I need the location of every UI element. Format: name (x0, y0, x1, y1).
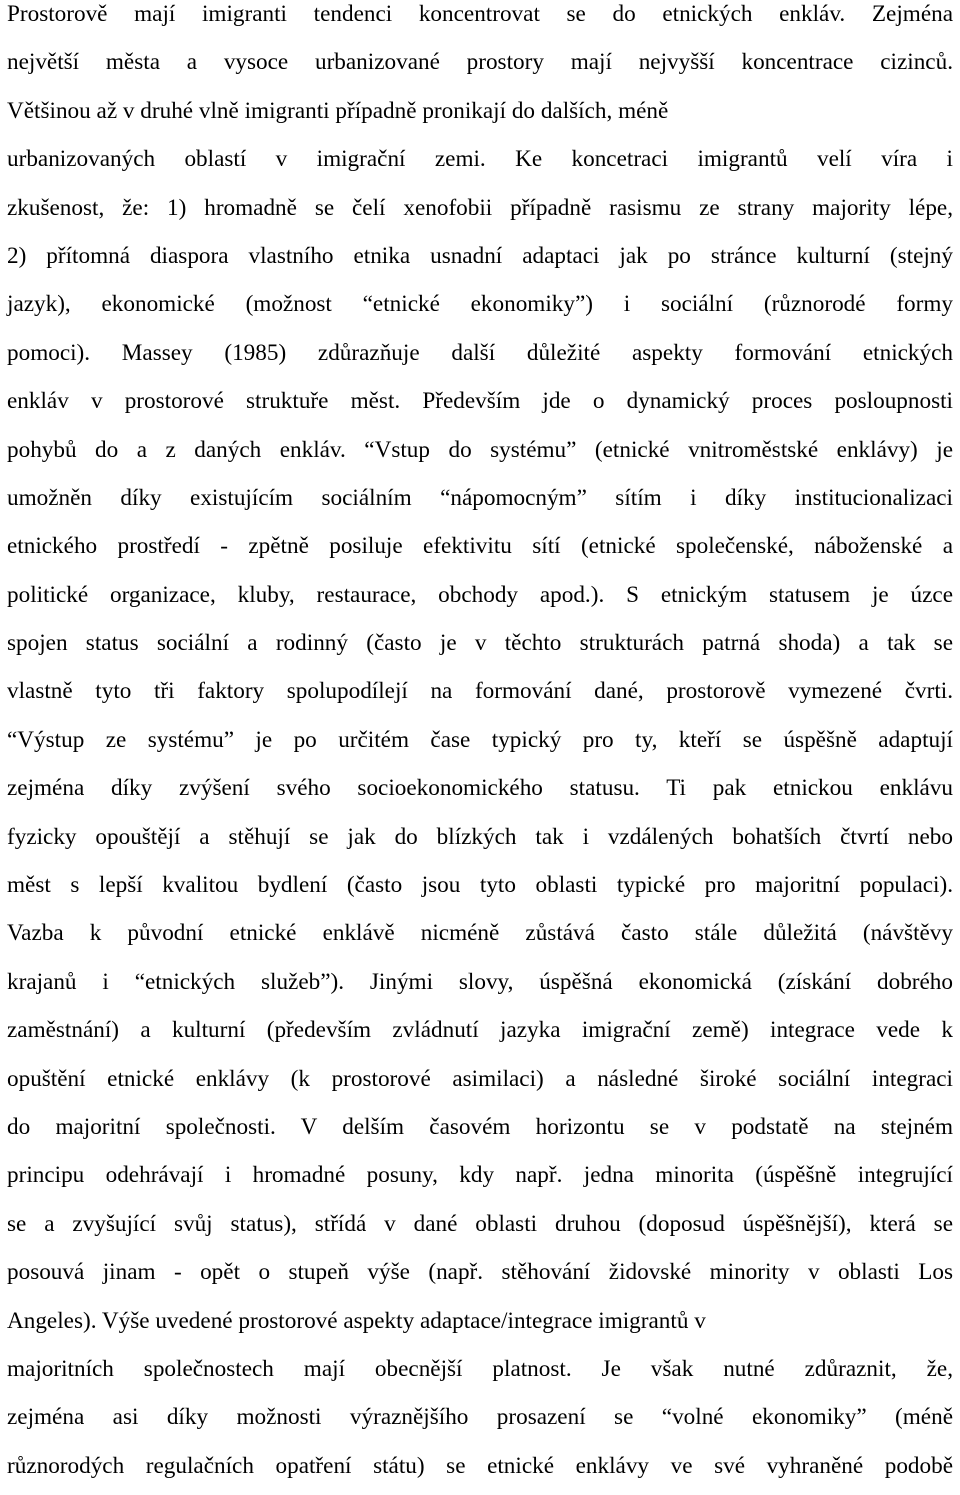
text-line: majoritních společnostech mají obecnější platnost. Je však nutné zdůraznit, že, (7, 1355, 953, 1382)
text-line: urbanizovaných oblastí v imigrační zemi. Ke koncetraci imigrantů velí víra i (7, 146, 953, 173)
text-line: etnického prostředí - zpětně posiluje efektivitu sítí (etnické společenské, náboženské a (7, 533, 953, 560)
text-line: Většinou až v druhé vlně imigranti případně pronikají do dalších, méně (7, 97, 669, 124)
text-line: zejména asi díky možnosti výraznějšího prosazení se “volné ekonomiky” (méně (7, 1404, 953, 1431)
text-line: enkláv v prostorové struktuře měst. Především jde o dynamický proces posloupnosti (7, 388, 953, 415)
text-line: vlastně tyto tři faktory spolupodílejí na formování dané, prostorově vymezené čvrti. (7, 678, 953, 705)
text-line: pohybů do a z daných enkláv. “Vstup do systému” (etnické vnitroměstské enklávy) je (7, 436, 953, 463)
text-line: do majoritní společnosti. V delším časovém horizontu se v podstatě na stejném (7, 1113, 953, 1140)
text-line: největší města a vysoce urbanizované prostory mají nejvyšší koncentrace cizinců. (7, 49, 953, 76)
body-text (7, 0, 953, 1494)
text-line: spojen status sociální a rodinný (často je v těchto strukturách patrná shoda) a tak se (7, 630, 953, 657)
text-line: umožněn díky existujícím sociálním “nápomocným” sítím i díky institucionalizaci (7, 484, 953, 511)
text-line: se a zvyšující svůj status), střídá v dané oblasti druhou (doposud úspěšnější), která se (7, 1210, 953, 1237)
text-line: pomoci). Massey (1985) zdůrazňuje další důležité aspekty formování etnických (7, 339, 953, 366)
text-line: fyzicky opouštějí a stěhují se jak do blízkých tak i vzdálených bohatších čtvrtí nebo (7, 823, 953, 850)
text-line: různorodých regulačních opatření státu) se etnické enklávy ve své vyhraněné podobě (7, 1452, 953, 1479)
text-line: 2) přítomná diaspora vlastního etnika usnadní adaptaci jak po stránce kulturní (stejný (7, 242, 953, 269)
text-line: politické organizace, kluby, restaurace, obchody apod.). S etnickým statusem je úzce (7, 581, 953, 608)
text-line: Vazba k původní etnické enklávě nicméně zůstává často stále důležitá (návštěvy (7, 920, 953, 947)
text-line: Prostorově mají imigranti tendenci koncentrovat se do etnických enkláv. Zejména (7, 1, 953, 27)
text-line: posouvá jinam - opět o stupeň výše (např. stěhování židovské minority v oblasti Los (7, 1259, 953, 1286)
text-line: měst s lepší kvalitou bydlení (často jsou tyto oblasti typické pro majoritní populaci). (7, 872, 953, 899)
text-line: zaměstnání) a kulturní (především zvládnutí jazyka imigrační země) integrace vede k (7, 1017, 953, 1044)
text-line: jazyk), ekonomické (možnost “etnické ekonomiky”) i sociální (různorodé formy (7, 291, 953, 318)
text-line: zejména díky zvýšení svého socioekonomického statusu. Ti pak etnickou enklávu (7, 775, 953, 802)
text-line: Angeles). Výše uvedené prostorové aspekty adaptace/integrace imigrantů v (7, 1307, 706, 1334)
text-line: krajanů i “etnických služeb”). Jinými slovy, úspěšná ekonomická (získání dobrého (7, 968, 953, 995)
text-line: opuštění etnické enklávy (k prostorové asimilaci) a následné široké sociální integraci (7, 1065, 953, 1092)
text-line: zkušenost, že: 1) hromadně se čelí xenofobii případně rasismu ze strany majority lépe, (7, 194, 953, 221)
text-line: “Výstup ze systému” je po určitém čase typický pro ty, kteří se úspěšně adaptují (7, 726, 953, 753)
text-line: principu odehrávají i hromadné posuny, kdy např. jedna minorita (úspěšně integrující (7, 1162, 953, 1189)
